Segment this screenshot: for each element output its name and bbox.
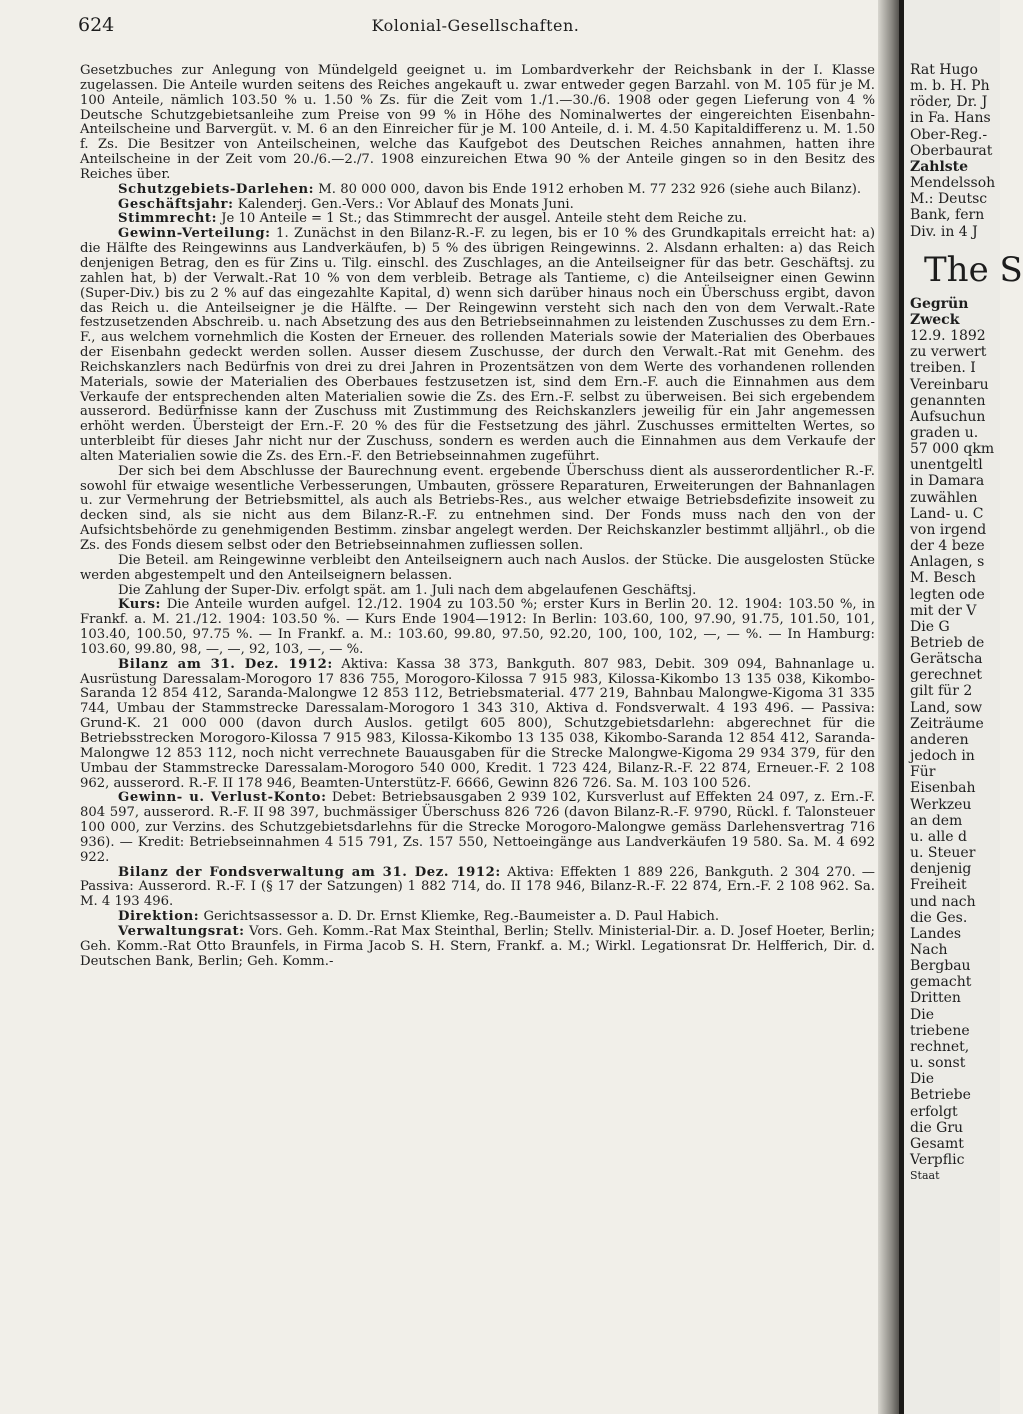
facing-page-line: Oberbaurat — [910, 142, 993, 159]
facing-page-line: Rat Hugo — [910, 62, 978, 78]
facing-page-line: Die G — [910, 618, 950, 635]
facing-page-line: Ober-Reg.- — [910, 126, 988, 143]
paragraph-text: M. 80 000 000, davon bis Ende 1912 erhoben M. 77 232 926 (siehe auch Bilanz). — [314, 181, 862, 197]
paragraph — [80, 584, 875, 599]
facing-page-line: Vereinbaru — [910, 376, 989, 393]
section-rubric: Schutzgebiets-Darlehen: — [118, 181, 315, 197]
facing-page-line: erfolgt — [910, 1103, 958, 1120]
facing-page-line: Die — [910, 1071, 934, 1088]
facing-page-line: Land, sow — [910, 699, 983, 716]
section-rubric: Kurs: — [118, 597, 162, 613]
facing-page-line: Landes — [910, 925, 962, 942]
facing-page-line: jedoch in — [910, 748, 975, 765]
paragraph-text: Debet: Betriebsausgaben 2 939 102, Kursverlust auf Effekten 24 097, z. Ern.-F. 804 597, ausserord. R.-F. II 98 397, buchmässiger Überschuss 826 726 (davon Bilanz-R.-F. 9790, Rückl. f. Talonsteuer 100 000, zur Verzins. des Schutzgebietsdarlehns für die Strecke Morogoro-Malongwe gemäss Darlehensvertrag 716 936). — Kredit: Betriebseinnahmen 4 515 791, Zs. 157 550, Nettoeingänge aus Landverkäufen 19 580. Sa. M. 4 692 922. — [80, 790, 875, 865]
section-rubric: Verwaltungsrat: — [118, 923, 245, 939]
facing-page-line: gerechnet — [910, 667, 983, 684]
main-text-column — [80, 64, 875, 969]
facing-page-line: Staat — [910, 1169, 940, 1183]
facing-page-line: Betriebe — [910, 1087, 971, 1104]
facing-page-line: Zahlste — [910, 158, 969, 175]
facing-page-line: röder, Dr. J — [910, 94, 988, 111]
facing-page-line: von irgend — [910, 521, 987, 538]
facing-page-line: Anlagen, s — [910, 554, 985, 571]
paragraph-text: Gesetzbuches zur Anlegung von Mündelgeld geeignet u. im Lombardverkehr der Reichsbank in der I. Klasse zugelassen. Die Anteile wurden seitens des Reiches angekauft u. zwar entweder gegen Barzahl. von M. 105 für je M. 100 Anteile, nämlich 103.50 % u. 1.50 % Zs. für die Zeit vom 1./1.—30./6. 1908 oder gegen Lieferung von 4 % Deutsche Schutzgebietsanleihe zum Preise von 99 % in Höhe des Nominalwertes der eingereichten Eisenbahn-Anteilscheine und Barvergüt. v. M. 6 an den Einreicher für je M. 100 Anteile, d. i. M. 4.50 Kapitaldifferenz u. M. 1.50 f. Zs. Die Besitzer von Anteilscheinen, welche das Kaufgebot des Deutschen Reiches annahmen, hatten ihre Anteilscheine in der Zeit vom 20./6.—2./7. 1908 einzureichen Etwa 90 % der Anteile gingen so in den Besitz des Reiches über. — [80, 63, 875, 182]
facing-page-line: m. b. H. Ph — [910, 78, 990, 95]
section-rubric: Gewinn- u. Verlust-Konto: — [118, 790, 327, 806]
running-head: Kolonial-Gesellschaften. — [371, 16, 580, 35]
section-rubric: Bilanz der Fondsverwaltung am 31. Dez. 1912: — [118, 864, 501, 880]
facing-page-line: mit der V — [910, 602, 977, 619]
facing-page-line: legten ode — [910, 586, 985, 603]
facing-page-line: Land- u. C — [910, 505, 984, 522]
section-rubric: Geschäftsjahr: — [118, 196, 234, 212]
facing-page-text — [910, 62, 1023, 1184]
page-number: 624 — [78, 14, 115, 36]
facing-page-line: gemacht — [910, 974, 972, 991]
facing-page-line: u. sonst — [910, 1055, 966, 1072]
section-rubric: Stimmrecht: — [118, 211, 218, 227]
section-rubric: Bilanz am 31. Dez. 1912: — [118, 656, 333, 672]
paragraph-text: Gerichtsassessor a. D. Dr. Ernst Kliemke, Reg.-Baumeister a. D. Paul Habich. — [199, 909, 720, 925]
paragraph — [80, 64, 875, 183]
paragraph-text: Aktiva: Kassa 38 373, Bankguth. 807 983, Debit. 309 094, Bahnanlage u. Ausrüstung Daressalam-Morogoro 17 836 755, Morogoro-Kilossa 7 915 983, Kilossa-Kikombo 13 135 038, Kikombo-Saranda 12 854 412, Saranda-Malongwe 12 853 112, Betriebsmaterial. 477 219, Bahnbau Malongwe-Kigoma 31 335 744, Umbau der Stammstrecke Daressalam-Morogoro 1 343 310, Aktiva d. Fondsverwalt. 4 193 496. — Passiva: Grund-K. 21 000 000 (davon durch Auslos. getilgt 605 800), Schutzgebietsdarlehn: abgerechnet für die Betriebsstrecken Morogoro-Kilossa 7 915 983, Kilossa-Kikombo 13 135 038, Kikombo-Saranda 12 854 412, Saranda-Malongwe 12 853 112, noch nicht verrechnete Bauausgaben für die Strecke Malongwe-Kigoma 29 934 379, für den Umbau der Stammstrecke Daressalam-Morogoro 540 000, Kredit. 1 723 424, Bilanz-R.-F. 22 874, Erneuer.-F. 2 108 962, ausserord. R.-F. II 178 946, Beamten-Unterstütz-F. 6666, Gewinn 826 726. Sa. M. 103 100 526. — [80, 656, 875, 791]
facing-page-line: Freiheit — [910, 877, 967, 894]
facing-page-line: 12.9. 1892 — [910, 328, 986, 345]
facing-page-line: M. Besch — [910, 570, 976, 587]
facing-page-line: M.: Deutsc — [910, 191, 988, 208]
facing-page-line: denjenig — [910, 861, 972, 878]
paragraph — [80, 866, 875, 911]
paragraph-text: 1. Zunächst in den Bilanz-R.-F. zu legen, bis er 10 % des Grundkapitals erreicht hat: a) die Hälfte des Reingewinns aus Landverkäufen, b) 5 % des übrigen Reingewinns. 2. Alsdann erhalten: a) das Reich denjenigen Betrag, den es für Zins u. Tilg. einschl. des Zuschlages, an die Anteilseigner für das betr. Geschäftsj. zu zahlen hat, b) der Verwalt.-Rat 10 % von dem verbleib. Betrage als Tantieme, c) die Anteilseigner einen Gewinn (Super-Div.) bis zu 2 % auf das eingezahlte Kapital, d) wenn sich darüber hinaus noch ein Überschuss ergibt, davon das Reich u. die Anteilseigner je die Hälfte. — Der Reingewinn versteht sich nach den von dem Verwalt.-Rate festzusetzenden Abschreib. u. nach Absetzung des aus den Betriebseinnahmen zu leistenden Zuschusses zu dem Ern.-F., aus welchem vornehmlich die Kosten der Erneuer. des rollenden Materials sowie der Materialien des Oberbaues der Eisenbahn gedeckt werden sollen. Ausser diesem Zuschusse, der durch den Verwalt.-Rat mit Genehm. des Reichskanzlers nach Bedürfnis von drei zu drei Jahren in Prozentsätzen von dem Werte des vorhandenen rollenden Materials, sowie der Materialien des Oberbaues festzusetzen ist, sind dem Ern.-F. auch die Einnahmen aus dem Verkaufe der entsprechenden alten Materialien sowie die Zs. des Ern.-F. selbst zu überweisen. Bei sich ergebendem ausserord. Bedürfnisse kann der Zuschuss mit Zustimmung des Reichskanzlers jeweilig für ein Jahr angemessen erhöht werden. Übersteigt der Ern.-F. 20 % des für die Festsetzung des jährl. Zuschusses ermittelten Wertes, so unterbleibt für dieses Jahr nicht nur der Zuschuss, sondern es werden auch die Einnahmen aus dem Verkaufe der alten Materialien sowie die Zs. des Ern.-F. den Betriebseinnahmen zugeführt. — [80, 226, 875, 464]
paragraph — [80, 554, 875, 584]
facing-page-line: und nach — [910, 893, 976, 910]
facing-page-line: Bergbau — [910, 958, 971, 975]
facing-page-line: gilt für 2 — [910, 683, 973, 700]
facing-page-line: Div. in 4 J — [910, 223, 978, 240]
facing-page-line: Gegrün — [910, 295, 969, 312]
facing-page-line: 57 000 qkm — [910, 441, 995, 458]
section-rubric: Gewinn-Verteilung: — [118, 226, 271, 242]
paragraph — [80, 198, 875, 213]
facing-page-line: rechnet, — [910, 1038, 970, 1055]
facing-page-line: die Gru — [910, 1119, 964, 1136]
facing-page-line: Für — [910, 764, 936, 781]
facing-page-line: triebene — [910, 1022, 970, 1039]
facing-page-line: treiben. I — [910, 360, 976, 377]
paragraph-text: Die Beteil. am Reingewinne verbleibt den Anteilseignern auch nach Auslos. der Stücke. Die ausgelosten Stücke werden abgestempelt und den Anteilseignern belassen. — [80, 552, 875, 583]
facing-page-line: der 4 beze — [910, 538, 985, 555]
paragraph — [80, 183, 875, 198]
facing-page-line: Zweck — [910, 311, 960, 328]
facing-page-line: Aufsuchun — [910, 408, 986, 425]
paragraph-text: Die Zahlung der Super-Div. erfolgt spät. am 1. Juli nach dem abgelaufenen Geschäftsj. — [118, 582, 697, 598]
facing-page-line: Bank, fern — [910, 207, 985, 224]
paragraph-text: Kalenderj. Gen.-Vers.: Vor Ablauf des Monats Juni. — [233, 196, 574, 212]
facing-page-line: Werkzeu — [910, 796, 972, 813]
facing-page-line: an dem — [910, 812, 963, 829]
paragraph — [80, 227, 875, 465]
facing-page-line: Betrieb de — [910, 635, 985, 651]
facing-page-line: Verpflic — [910, 1152, 965, 1168]
facing-page-line: Eisenbah — [910, 780, 976, 797]
paragraph — [80, 212, 875, 227]
facing-page-line: Gesamt — [910, 1135, 964, 1152]
facing-page-line: Die — [910, 1006, 934, 1023]
facing-page-line: zuwählen — [910, 489, 978, 506]
book-gutter — [878, 0, 900, 1414]
facing-page-line: Mendelssoh — [910, 175, 996, 192]
facing-page-line: anderen — [910, 731, 969, 748]
paragraph-text: Die Anteile wurden aufgel. 12./12. 1904 zu 103.50 %; erster Kurs in Berlin 20. 12. 1904: 103.50 %, in Frankf. a. M. 21./12. 1904: 103.50 %. — Kurs Ende 1904—1912: In Berlin: 103.60, 100, 97.90, 91.75, 101.50, 101, 103.40, 100.50, 97.75 %. — In Frankf. a. M.: 103.60, 99.80, 97.50, 92.20, 100, 100, 102, —, — %. — In Hamburg: 103.60, 99.80, 98, —, —, 92, 103, —, — %. — [80, 597, 875, 657]
paragraph — [80, 465, 875, 554]
facing-page-line: u. alle d — [910, 828, 967, 845]
paragraph — [80, 598, 875, 657]
facing-page-line: The S — [924, 249, 1023, 290]
facing-page-line: Dritten — [910, 990, 961, 1007]
paragraph — [80, 910, 875, 925]
paragraph-text: Vors. Geh. Komm.-Rat Max Steinthal, Berlin; Stellv. Ministerial-Dir. a. D. Josef Hoeter, Berlin; Geh. Komm.-Rat Otto Braunfels, in Firma Jacob S. H. Stern, Frankf. a. M.; Wirkl. Legationsrat Dr. Helfferich, Dir. d. Deutschen Bank, Berlin; Geh. Komm.- — [80, 923, 875, 969]
facing-page-line: graden u. — [910, 424, 979, 441]
facing-page-line: in Damara — [910, 473, 985, 490]
page-header — [78, 14, 873, 44]
facing-page-line: unentgeltl — [910, 457, 983, 474]
facing-page-line: genannten — [910, 392, 986, 409]
paragraph — [80, 925, 875, 970]
facing-page-line: Nach — [910, 941, 948, 958]
facing-page-line: die Ges. — [910, 909, 968, 926]
facing-page-line: zu verwert — [910, 344, 987, 361]
paragraph-text: Der sich bei dem Abschlusse der Baurechnung event. ergebende Überschuss dient als ausserordentlicher R.-F. sowohl für etwaige wesentliche Verbesserungen, Umbauten, grössere Reparaturen, Erweiterungen der Bahnanlagen u. zur Vermehrung der Betriebsmittel, als auch als Betriebs-Res., aus welcher etwaige Betriebsdefizite insoweit zu decken sind, als sie nicht aus dem Bilanz-R.-F. zu entnehmen sind. Der Fonds muss nach den von der Aufsichtsbehörde zu genehmigenden Bestimm. zinsbar angelegt werden. Der Reichskanzler bestimmt alljährl., ob die Zs. des Fonds diesem selbst oder den Betriebseinnahmen zufliessen sollen. — [80, 463, 875, 553]
facing-page-line: u. Steuer — [910, 845, 976, 862]
paragraph-text: Je 10 Anteile = 1 St.; das Stimmrecht der ausgel. Anteile steht dem Reiche zu. — [217, 211, 747, 227]
facing-page-line: in Fa. Hans — [910, 110, 991, 127]
facing-page-line: Zeiträume — [910, 715, 984, 732]
facing-page — [904, 0, 1023, 1414]
facing-page-line: Gerätscha — [910, 651, 983, 668]
section-rubric: Direktion: — [118, 909, 200, 925]
paragraph — [80, 658, 875, 792]
paragraph — [80, 791, 875, 865]
paragraph-text: Aktiva: Effekten 1 889 226, Bankguth. 2 304 270. — Passiva: Ausserord. R.-F. I (§ 17 der Satzungen) 1 882 714, do. II 178 946, Bilanz-R.-F. 22 874, Ern.-F. 2 108 962. Sa. M. 4 193 496. — [80, 864, 875, 910]
